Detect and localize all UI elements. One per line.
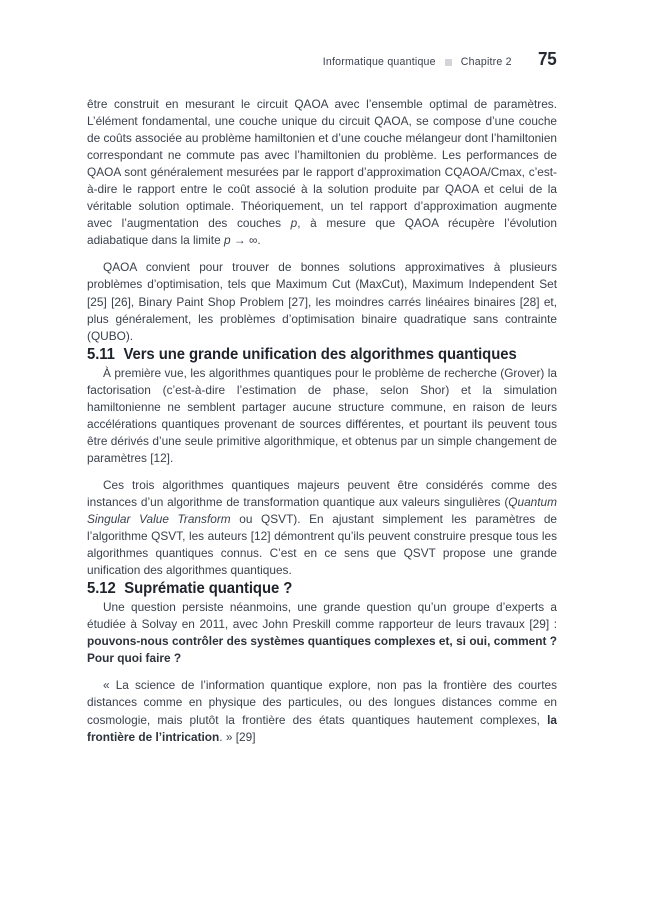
- paragraph-4-part-1: Ces trois algorithmes quantiques majeurs peuvent être considérés comme des instances d’un algorithme de transformation quantique aux valeurs singulières (: [87, 477, 557, 509]
- section-heading-5-12: [87, 579, 536, 599]
- section-number-5-12: 5.12: [87, 580, 116, 598]
- text-column: [87, 96, 557, 746]
- section-title-5-11: Vers une grande unification des algorithmes quantiques: [123, 345, 517, 363]
- paragraph-6-part-1: « La science de l’information quantique explore, non pas la frontière des courtes distances comme en physique des particules, ou des longues distances comme en cosmologie, mais plutôt la frontière des états quantiques hautement complexes,: [87, 678, 557, 727]
- section-heading-5-11: [87, 345, 536, 365]
- paragraph-1-part-1: être construit en mesurant le circuit QAOA avec l’ensemble optimal de paramètres. L’élément fondamental, une couche unique du circuit QAOA, se compose d’une couche de coûts associée au problème hamiltonien et d’une couche mélangeur dont l’hamiltonien correspondant ne commute pas avec l’hamiltonien du problème. Les performances de QAOA sont généralement mesurées par le rapport d’approximation CQAOA/Cmax, c’est-à-dire le rapport entre le coût associé à la solution produite par QAOA et celui de la véritable solution optimale. Théoriquement, un tel rapport d’approximation augmente avec l’augmentation des couches: [87, 97, 557, 231]
- paragraph-qsvt: [87, 477, 557, 579]
- paragraph-5-bold-question: pouvons-nous contrôler des systèmes quantiques complexes et, si oui, comment ? Pour quoi faire ?: [87, 634, 557, 666]
- section-title-5-12: Suprématie quantique ?: [124, 580, 293, 598]
- paragraph-qaoa-circuit: [87, 96, 557, 249]
- running-head-chapter: Chapitre 2: [460, 56, 512, 68]
- paragraph-4-italic-title: Quantum Singular Value Transform: [87, 494, 557, 527]
- running-head-inner: [323, 56, 512, 68]
- paragraph-6-bold-phrase: la frontière de l’intrication: [87, 712, 557, 744]
- paragraph-5-part-1: Une question persiste néanmoins, une grande question qu’un groupe d’experts a étudiée à Solvay en 2011, avec John Preskill comme rapporteur de leurs travaux [29] :: [87, 600, 557, 632]
- paragraph-qaoa-applications: QAOA convient pour trouver de bonnes solutions approximatives à plusieurs problèmes d’optimisation, tels que Maximum Cut (MaxCut), Maximum Independent Set [25] [26], Binary Paint Shop Problem [27], les moindres carrés linéaires binaires [28] et, plus généralement, les problèmes d’optimisation binaire quadratique sans contrainte (QUBO).: [87, 260, 557, 343]
- paragraph-1-italic-p-2: p: [223, 233, 231, 248]
- paragraph-4-part-2: ou QSVT). En ajustant simplement les paramètres de l’algorithme QSVT, les auteurs [12] démontrent qu’ils peuvent construire presque tous les algorithmes quantiques connus. C’est en ce sens que QSVT propose une grande unification des algorithmes quantiques.: [87, 512, 557, 578]
- paragraph-1-part-2: , à mesure que QAOA récupère l’évolution adiabatique dans la limite: [87, 216, 557, 248]
- paragraph-solvay-question: [87, 599, 557, 667]
- section-number-5-11: 5.11: [87, 345, 115, 363]
- paragraph-1-part-3: → ∞.: [230, 233, 261, 248]
- running-head-book-title: Informatique quantique: [322, 56, 436, 68]
- paragraph-1-italic-p-1: p: [290, 216, 298, 231]
- running-head: [87, 48, 558, 74]
- paragraph-6-part-2: . » [29]: [219, 729, 256, 744]
- paragraph-unification-intro: À première vue, les algorithmes quantiques pour le problème de recherche (Grover) la factorisation (c’est-à-dire l’estimation de phase, selon Shor) et la simulation hamiltonienne ne semblent partager aucune structure commune, en raison de leurs accélérations quantiques provenant de sources différentes, et pourtant ils peuvent tous être dérivés d’une seule primitive algorithmique, et obtenus par un simple changement de paramètres [12].: [87, 365, 557, 465]
- page-number: 75: [537, 48, 557, 69]
- square-separator-icon: [445, 59, 452, 66]
- paragraph-preskill-quote: [87, 677, 557, 745]
